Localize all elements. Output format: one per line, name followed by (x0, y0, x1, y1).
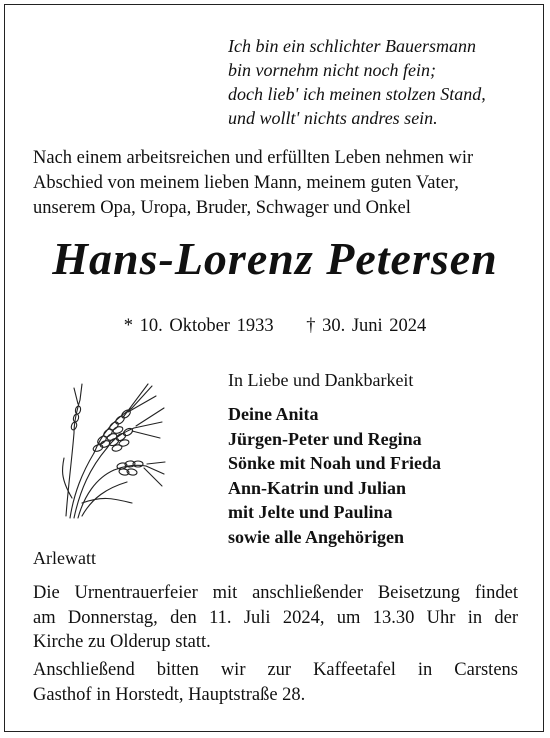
poem-line: Ich bin ein schlichter Bauersmann (228, 36, 476, 56)
mourner-line: Sönke mit Noah und Frieda (228, 453, 442, 473)
poem-line: und wollt' nichts andres sein. (228, 108, 438, 128)
ceremony-line: Die Urnentrauerfeier mit anschließender Beisetzung findet (33, 583, 518, 603)
mourner-line: sowie alle Angehörigen (228, 526, 404, 547)
mourner-line: Ann-Katrin und Julian (228, 477, 407, 498)
life-dates (0, 316, 550, 337)
place-name: Arlewatt (33, 548, 96, 568)
intro-text (33, 146, 523, 221)
reception-line: Gasthof in Horstedt, Hauptstraße 28. (33, 684, 306, 705)
death-date: † 30. Juni 2024 (306, 316, 427, 336)
intro-line: unserem Opa, Uropa, Bruder, Schwager und Onkel (33, 198, 411, 218)
wheat-ears-icon (52, 378, 167, 523)
mourners-list (228, 402, 441, 549)
reception-line: Anschließend bitten wir zur Kaffeetafel in Carstens (33, 660, 518, 680)
ceremony-text (33, 581, 518, 655)
deceased-name: Hans-Lorenz Petersen (52, 233, 498, 284)
mourner-line: Jürgen-Peter und Regina (228, 428, 422, 449)
thanks-heading: In Liebe und Dankbarkeit (228, 370, 414, 390)
birth-date: * 10. Oktober 1933 (123, 316, 274, 336)
ceremony-line: Kirche zu Olderup statt. (33, 632, 211, 652)
mourner-line: Deine Anita (228, 404, 319, 424)
mourner-line: mit Jelte und Paulina (228, 502, 393, 522)
poem-line: bin vornehm nicht noch fein; (228, 60, 436, 80)
intro-line: Abschied von meinem lieben Mann, meinem guten Vater, (33, 173, 459, 193)
intro-line: Nach einem arbeitsreichen und erfüllten Leben nehmen wir (33, 148, 474, 168)
poem-line: doch lieb' ich meinen stolzen Stand, (228, 84, 486, 104)
ceremony-line: am Donnerstag, den 11. Juli 2024, um 13.30 Uhr in der (33, 607, 518, 628)
reception-text (33, 658, 518, 707)
poem (228, 34, 528, 130)
